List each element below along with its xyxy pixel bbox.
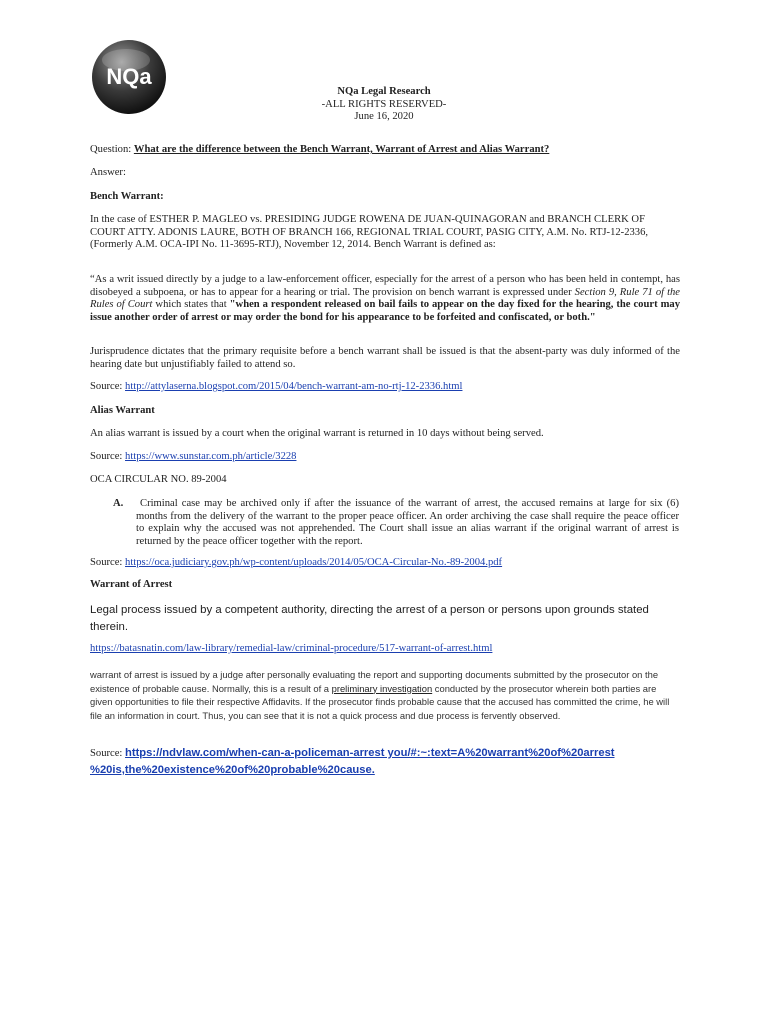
question-text: What are the difference between the Bench Warrant, Warrant of Arrest and Alias Warrant? [133,144,550,155]
bench-heading: Bench Warrant: [90,191,164,202]
arrest-source-link-line1[interactable]: https://ndvlaw.com/when-can-a-policeman-arrest you/#:~:text=A%20warrant%20of%20arrest [125,747,615,759]
header-rights: -ALL RIGHTS RESERVED- [321,98,447,110]
bench-source-label: Source: [90,381,126,392]
arrest-para-start: warrant of arrest is issued by a judge after personally evaluating the report and supporting documents submitted by the prosecutor on the existence of probable cause. Normally, this is a result of a [90,669,659,694]
question-line [90,144,690,157]
bench-source-link[interactable]: http://attylaserna.blogspot.com/2015/04/bench-warrant-am-no-rtj-12-2336.html [125,381,463,392]
question-label: Question: [90,144,132,155]
oca-item-letter: A. [113,498,124,509]
arrest-link1[interactable]: https://batasnatin.com/law-library/remedial-law/criminal-procedure/517-warrant-of-arrest.html [90,643,493,654]
answer-label: Answer: [90,167,126,178]
bench-quote-start: “As a writ issued directly by a judge to a law-enforcement officer, especially for the arrest of a person who has been held in contempt, has disobeyed a subpoena, or has to appear for a hearing or trial. The provision on bench warrant is expressed under [90,274,680,298]
alias-source [90,451,690,464]
bench-quote-rule: Section 9, Rule 71 of the Rules of Court [90,286,681,311]
arrest-definition: Legal process issued by a competent authority, directing the arrest of a person or persons upon grounds stated therein. [90,604,649,633]
oca-source-label: Source: [90,557,126,568]
logo-text: NQa [106,64,152,89]
oca-source-link[interactable]: https://oca.judiciary.gov.ph/wp-content/uploads/2014/05/OCA-Circular-No.-89-2004.pdf [125,557,503,568]
arrest-para [90,668,680,722]
arrest-source-label: Source: [90,748,126,759]
bench-para1: In the case of ESTHER P. MAGLEO vs. PRESIDING JUDGE ROWENA DE JUAN-QUINAGORAN and BRANCH CLERK OF COURT ATTY. ADONIS LAURE, BOTH OF BRANCH 166, REGIONAL TRIAL COURT, PASIG CITY, A.M. No. RTJ-12-2336, (Formerly A.M. OCA-IPI No. 11-3695-RTJ), November 12, 2014. Bench Warrant is defined as: [90,214,649,251]
alias-source-label: Source: [90,451,126,462]
arrest-source [90,745,690,779]
preliminary-investigation-link[interactable]: preliminary investigation [331,682,433,694]
bench-quote-bold: "when a respondent released on bail fails to appear on the day fixed for the hearing, the court may issue another order of arrest or may order the bond for his appearance to be forfeited and confiscated, or both." [90,299,680,323]
bench-quote-mid: which states that [152,299,230,311]
header-date: June 16, 2020 [354,111,414,123]
bench-quote [90,274,680,324]
arrest-link1-row [90,643,690,656]
arrest-source-link-line2[interactable]: %20is,the%20existence%20of%20probable%20cause. [90,764,375,776]
alias-heading: Alias Warrant [90,405,155,416]
alias-text: An alias warrant is issued by a court when the original warrant is returned in 10 days without being served. [90,428,544,439]
arrest-para-end: conducted by the prosecutor wherein both parties are given opportunities to file their respective Affidavits. If the prosecutor finds probable cause that the accused has committed the crime, he will file an information in court. Thus, you can see that it is not a quick process and due process is fervently observed. [90,682,670,721]
bench-para2: Jurisprudence dictates that the primary requisite before a bench warrant shall be issued is that the absent-party was duly informed of the hearing date but unjustifiably failed to attend so. [90,346,680,370]
oca-item-text: Criminal case may be archived only if after the issuance of the warrant of arrest, the accused remains at large for six (6) months from the delivery of the warrant to the proper peace officer. An order archiving the case shall require the peace officer to explain why the accused was not apprehended. The Court shall issue an alias warrant if the original warrant of arrest is returned by the peace officer together with the report. [136,498,679,547]
oca-source [90,557,690,570]
bench-source [90,381,690,394]
arrest-heading: Warrant of Arrest [90,579,173,590]
oca-heading: OCA CIRCULAR NO. 89-2004 [90,474,227,485]
header-org: NQa Legal Research [337,86,431,97]
doc-header [0,86,768,124]
alias-source-link[interactable]: https://www.sunstar.com.ph/article/3228 [125,451,297,462]
